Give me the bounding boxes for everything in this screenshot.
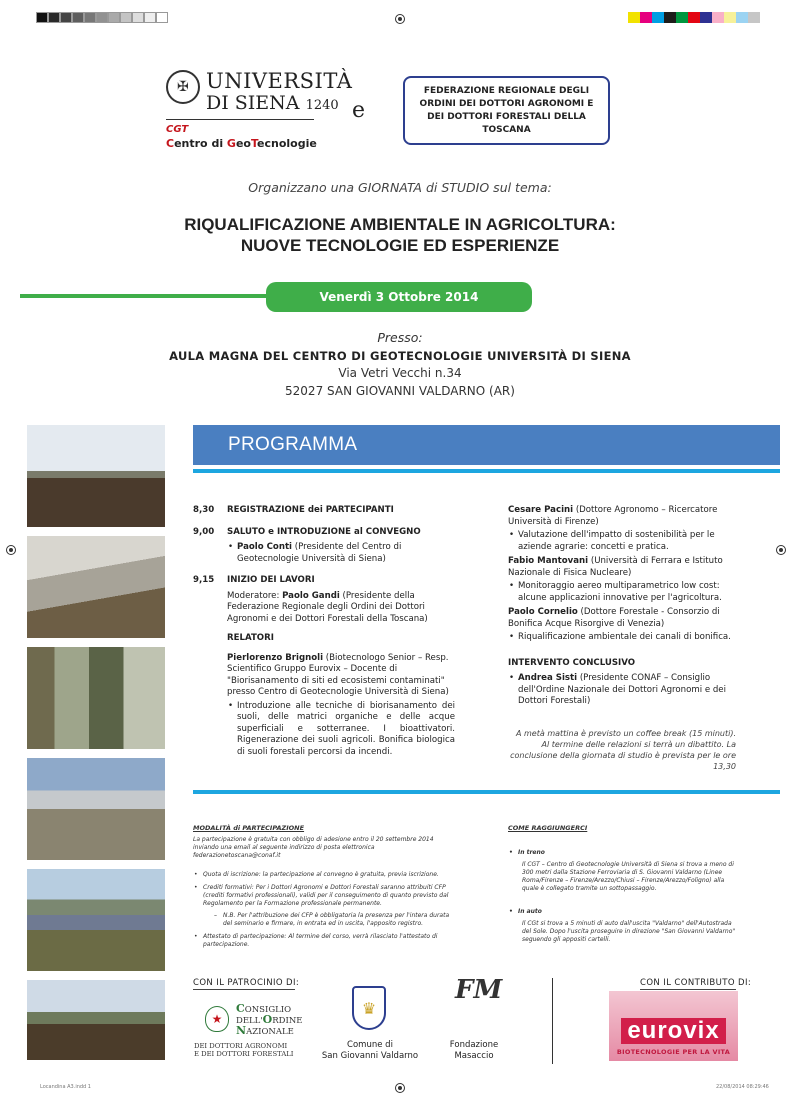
registration-mark-top: [395, 14, 405, 24]
intro-text: Organizzano una GIORNATA di STUDIO sul tema:: [248, 180, 552, 195]
registration-mark-right: [776, 545, 786, 555]
eurovix-logo: eurovix BIOTECNOLOGIE PER LA VITA: [609, 991, 738, 1061]
conaf-word: ORESTALI: [256, 1050, 294, 1058]
cgt-acronym: CGT: [166, 124, 189, 135]
cgt-initial: C: [166, 137, 175, 150]
cgt-word: ecnologie: [257, 137, 317, 150]
cgt-initial: G: [226, 137, 236, 150]
participation-section: MODALITÀ di PARTECIPAZIONE La partecipazione è gratuita con obbligo di adesione entro il 20 settembre 2014 inviando una email al seguente indirizzo di posta elettronica federazionetoscana@conaf.it • Quota di iscrizione: la partecipazione al convegno è gratuita, previa iscrizione. • Crediti formativi: Per i Dottori Agronomi e Dottori Forestali saranno attribuiti CFP (crediti formativi professionali), validi per il conseguimento di quanto previsto dal Regolamento per la Formazione professionale permanente. – N.B. Per l'attribuzione dei CFP è obbligatoria la presenza per l'intera durata del seminario e firmare, in entrata ed in uscita, l'apposito registro. • Attestato di partecipazione: Al termine del corso, verrà rilasciato l'attestato di partecipazione.: [193, 824, 450, 948]
fondazione-masaccio-logo: FM: [455, 975, 503, 1005]
programma-header: PROGRAMMA: [193, 425, 780, 465]
cgt-divider: [166, 119, 314, 120]
comune-crest-icon: ♛: [352, 986, 386, 1030]
photo-ploughed-field: [27, 425, 165, 527]
program-item-welcome: 9,00 SALUTO e INTRODUZIONE al CONVEGNO • Paolo Conti (Presidente del Centro di Geotecnologie Università di Siena): [193, 526, 421, 564]
grayscale-calibration-bar: [36, 12, 168, 23]
registration-mark-left: [6, 545, 16, 555]
relatori-heading: RELATORI: [227, 633, 274, 643]
photo-wetland: [27, 869, 165, 971]
photo-burnt-forest: [27, 647, 165, 749]
conaf-word: GRONOMI: [249, 1042, 288, 1050]
program-left-column: [193, 505, 455, 768]
date-accent-line: [20, 294, 286, 298]
university-name: UNIVERSITÀ: [206, 69, 353, 93]
cgt-word: entro di: [174, 137, 227, 150]
patronage-underline: [193, 989, 295, 990]
conaf-word: DELL': [236, 1016, 263, 1026]
info-divider-line: [193, 790, 780, 794]
schedule-note: A metà mattina è previsto un coffee break (15 minuti). Al termine delle relazioni si terrà un dibattito. La conclusione della giornata di studio è prevista per le ore 13,30: [510, 729, 736, 771]
contribution-underline: [640, 989, 736, 990]
cgt-word: eo: [235, 137, 251, 150]
contribution-label: CON IL CONTRIBUTO DI:: [640, 978, 752, 988]
conaf-word: ONSIGLIO: [244, 1005, 292, 1015]
programma-underline: [193, 469, 780, 473]
venue-name: AULA MAGNA DEL CENTRO DI GEOTECNOLOGIE UNIVERSITÀ DI SIENA: [169, 349, 631, 363]
patronage-label: CON IL PATROCINIO DI:: [193, 978, 300, 988]
university-logo: [166, 70, 352, 114]
university-city: DI SIENA 1240: [206, 92, 339, 114]
program-item-start: 9,15 INIZIO DEI LAVORI Moderatore: Paolo Gandi (Presidente della Federazione Regionale degli Ordini dei Dottori Agronomi e dei Dottori Forestali della Toscana) RELATORI Pierlorenzo Brignoli (Biotecnologo Senior – Resp. Scientifico Gruppo Eurovix – Docente di "Biorisanamento di siti ed ecosistemi contaminati" presso Centro di Geotecnologie Università di Siena) • Introduzione alle tecniche di biorisanamento dei suoli, delle matrici organiche e delle acque superficiali e sotterranee. I bioattivatori. Rigenerazione dei suoli agricoli. Bonifica biologica di suoli forestali percorsi da incendi.: [193, 575, 455, 757]
conaf-logo-text: [236, 1004, 302, 1037]
conaf-capital: N: [236, 1024, 247, 1037]
program-item-registration: 8,30 REGISTRAZIONE dei PARTECIPANTI: [193, 505, 394, 515]
photo-greenhouse-composting: [27, 536, 165, 638]
photo-land-remediation: [27, 980, 165, 1060]
directions-section: COME RAGGIUNGERCI • In treno Il CGT – Centro di Geotecnologie Università di Siena si trova a meno di 300 metri dalla Stazione Ferroviaria di S. Giovanni Valdarno (Linee Roma/Firenze – Firenze/Arezzo/Chiusi – Firenze/Arezzo/Foligno) alla quale è collegato tramite un sottopassaggio. • In auto Il CGt si trova a 5 minuti di auto dall'uscita "Valdarno" dell'Autostrada del Sole. Dopo l'uscita proseguire in direzione "San Giovanni Valdarno" seguendo gli appositi cartelli.: [508, 824, 736, 943]
event-title: RIQUALIFICAZIONE AMBIENTALE IN AGRICOLTURA: NUOVE TECNOLOGIE ED ESPERIENZE: [184, 215, 616, 255]
program-right-column: Cesare Pacini (Dottore Agronomo – Ricercatore Università di Firenze) • Valutazione dell'impatto di sostenibilità per le aziende agrarie: concetti e pratica. Fabio Mantovani (Università di Ferrara e Istituto Nazionale di Fisica Nucleare) • Monitoraggio aereo multiparametrico low cost: alcune applicazioni innovative per l'agricoltura. Paolo Cornelio (Dottore Forestale - Consorzio di Bonifica Acque Risorgive di Venezia) • Riqualificazione ambientale dei canali di bonifica. INTERVENTO CONCLUSIVO • Andrea Sisti (Presidente CONAF – Consiglio dell'Ordine Nazionale dei Dottori Agronomi e dei Dottori Forestali): [508, 505, 735, 708]
conaf-capital: C: [236, 1002, 245, 1015]
venue-street: Via Vetri Vecchi n.34: [338, 366, 462, 380]
print-slug-left: Locandina A3.indd 1: [40, 1084, 91, 1090]
cgt-full-name: [166, 137, 317, 150]
italian-republic-emblem-icon: ★: [205, 1006, 229, 1032]
print-slug-right: 22/08/2014 08:29:46: [716, 1084, 769, 1090]
venue-city: 52027 SAN GIOVANNI VALDARNO (AR): [285, 384, 515, 398]
university-seal-icon: ✠: [166, 70, 200, 104]
cgt-initial: T: [250, 137, 258, 150]
conaf-capital: F: [252, 1050, 257, 1058]
fondazione-name: Fondazione Masaccio: [449, 1040, 499, 1061]
conaf-logo-subtext: DEI DOTTORI AGRONOMI E DEI DOTTORI FORESTALI: [194, 1042, 294, 1058]
event-date: Venerdì 3 Ottobre 2014: [266, 282, 532, 312]
conclusion-heading: INTERVENTO CONCLUSIVO: [508, 657, 636, 668]
comune-name: Comune di San Giovanni Valdarno: [321, 1040, 419, 1061]
photo-spraying-site: [27, 758, 165, 860]
presso-label: Presso:: [377, 330, 423, 345]
conaf-word: RDINE: [272, 1016, 303, 1026]
conaf-capital: A: [245, 1042, 250, 1050]
conjunction: e: [352, 98, 366, 123]
sponsor-divider: [552, 978, 553, 1064]
registration-mark-bottom: [395, 1083, 405, 1093]
color-calibration-bar: [628, 12, 760, 23]
conaf-word: AZIONALE: [246, 1027, 294, 1037]
conaf-capital: O: [262, 1013, 273, 1026]
federation-box: FEDERAZIONE REGIONALE DEGLI ORDINI DEI DOTTORI AGRONOMI E DEI DOTTORI FORESTALI DELLA TOSCANA: [403, 76, 610, 145]
